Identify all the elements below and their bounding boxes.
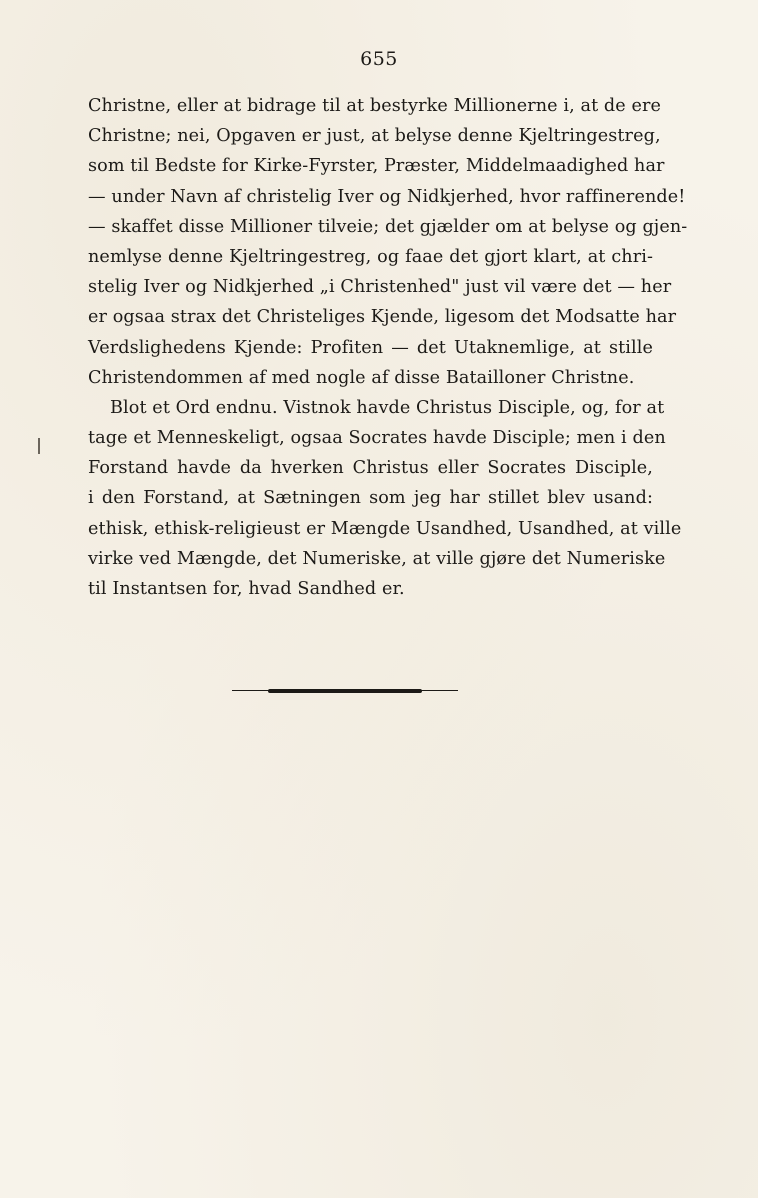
body-text	[88, 91, 688, 604]
text-line: stelig Iver og Nidkjerhed „i Christenhed" just vil være det — her	[88, 277, 672, 298]
text-line: — skaffet disse Millioner tilveie; det gjælder om at belyse og gjen-	[88, 216, 688, 237]
text-line: som til Bedste for Kirke-Fyrster, Præster, Middelmaadighed har	[88, 156, 665, 177]
text-line: til Instantsen for, hvad Sandhed er.	[88, 579, 405, 599]
page-number: 655	[360, 48, 398, 70]
text-line: tage et Menneskeligt, ogsaa Socrates havde Disciple; men i den	[88, 428, 666, 449]
text-line: Christendommen af med nogle af disse Batailloner Christne.	[88, 367, 635, 388]
text-line: Forstand havde da hverken Christus eller Socrates Disciple,	[88, 458, 653, 479]
section-end-rule	[232, 688, 458, 693]
text-line: Verdslighedens Kjende: Profiten — det Utaknemlige, at stille	[88, 337, 653, 358]
text-line: Christne, eller at bidrage til at bestyrke Millionerne i, at de ere	[88, 96, 662, 116]
paragraph-start-line: Blot et Ord endnu. Vistnok havde Christus Disciple, og, for at	[110, 397, 665, 418]
rule-thick-center	[268, 689, 422, 693]
text-line: nemlyse denne Kjeltringestreg, og faae det gjort klart, at chri-	[88, 246, 653, 267]
text-line: virke ved Mængde, det Numeriske, at ville gjøre det Numeriske	[88, 548, 666, 569]
text-line: Christne; nei, Opgaven er just, at belyse denne Kjeltringestreg,	[88, 126, 661, 147]
text-line: ethisk, ethisk-religieust er Mængde Usandhed, Usandhed, at ville	[88, 518, 682, 539]
text-line: i den Forstand, at Sætningen som jeg har stillet blev usand:	[88, 488, 653, 509]
margin-mark	[38, 438, 40, 454]
text-line: er ogsaa strax det Christeliges Kjende, ligesom det Modsatte har	[88, 307, 677, 328]
text-line: — under Navn af christelig Iver og Nidkjerhed, hvor raffinerende!	[88, 186, 686, 207]
